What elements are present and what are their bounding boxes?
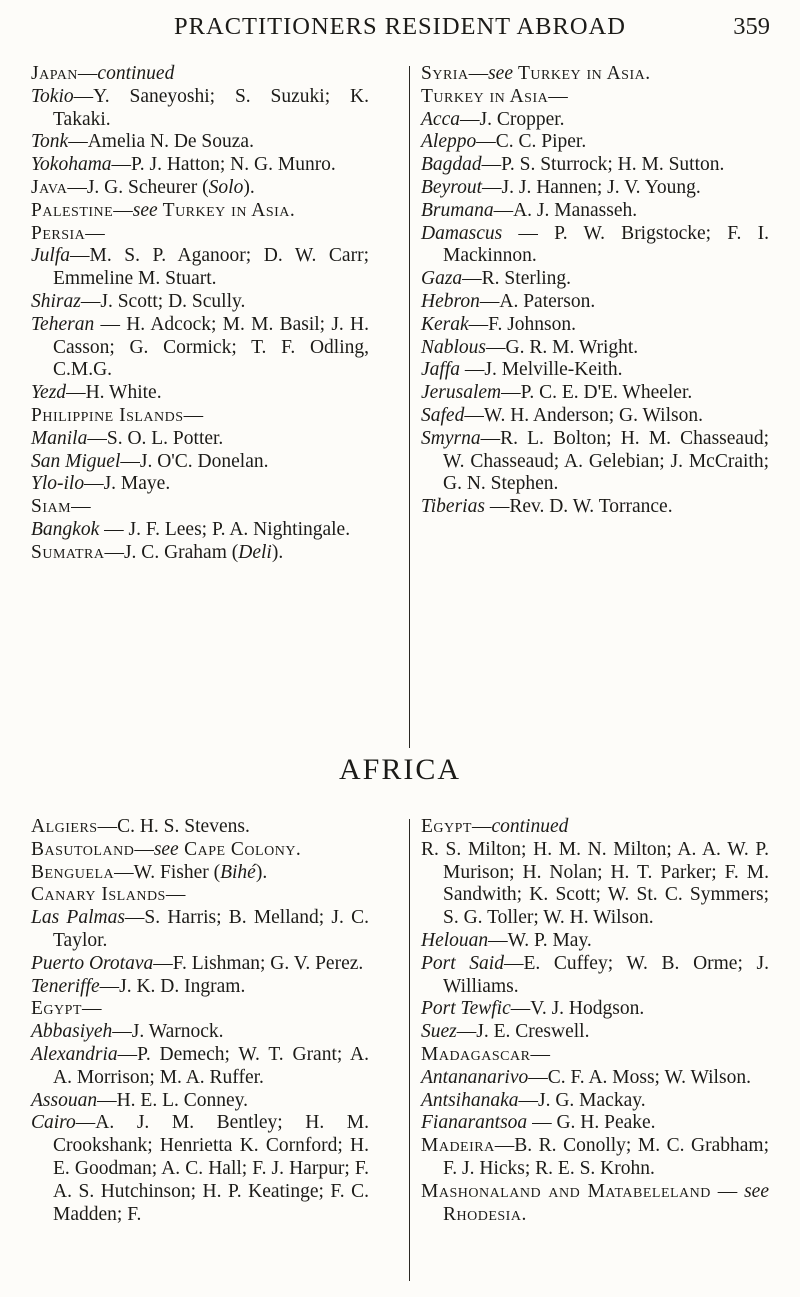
practitioner-names: —R. Sterling. (462, 268, 572, 290)
place-name: Tonk (31, 131, 69, 153)
practitioner-names: —C. C. Piper. (476, 131, 587, 153)
practitioner-names: —Rev. D. W. Torrance. (484, 496, 673, 518)
directory-entry (31, 428, 369, 451)
practitioner-names: —H. E. L. Conney. (97, 1089, 249, 1111)
country-name: Algiers (31, 816, 98, 837)
practitioner-names: — J. F. Lees; P. A. Nightingale. (99, 518, 351, 540)
place-note: Deli (238, 541, 272, 563)
practitioner-names: —J. Melville-Keith. (460, 359, 623, 381)
directory-entry (421, 131, 769, 154)
closing-punctuation: ). (255, 861, 268, 883)
practitioner-names: —V. J. Hodgson. (510, 998, 645, 1020)
place-name: Beyrout (421, 176, 483, 198)
directory-entry (421, 816, 769, 839)
practitioner-names: —J. Maye. (84, 473, 171, 495)
place-name: Abbasiyeh (31, 1021, 113, 1043)
entry-separator: — (85, 222, 105, 244)
place-name: Manila (31, 427, 88, 449)
directory-entry (421, 223, 769, 269)
cross-reference-note: see (153, 838, 179, 860)
cross-reference-note: see (132, 199, 158, 221)
country-name: Persia (31, 222, 86, 244)
directory-entry (421, 63, 769, 86)
directory-entry (31, 1112, 369, 1226)
practitioner-names: —F. Lishman; G. V. Perez. (153, 952, 364, 974)
place-name: Yokohama (31, 154, 112, 176)
country-name: Canary Islands (31, 884, 166, 906)
directory-entry (421, 1112, 769, 1135)
directory-entry (421, 1181, 769, 1227)
directory-entry (31, 314, 369, 382)
directory-entry (31, 496, 369, 519)
directory-entry (421, 86, 769, 109)
place-name: Puerto Orotava (31, 952, 154, 974)
directory-entry (421, 200, 769, 223)
practitioner-names: —J. Cropper. (459, 108, 565, 130)
directory-entry (31, 382, 369, 405)
directory-entry (31, 542, 369, 565)
place-name: Bangkok (31, 518, 100, 540)
entry-separator: — (134, 838, 154, 860)
entry-separator: — (710, 1180, 745, 1202)
directory-entry (421, 154, 769, 177)
column-left-top (31, 63, 369, 565)
directory-entry (421, 382, 769, 405)
country-name: Mashonaland and Matabeleland (421, 1180, 711, 1202)
entry-separator: — (183, 404, 204, 426)
page-header (0, 10, 800, 50)
country-name: Palestine (31, 199, 114, 221)
practitioner-names: —W. H. Anderson; G. Wilson. (464, 404, 703, 426)
place-name: Teneriffe (31, 975, 100, 997)
place-name: Safed (421, 404, 465, 426)
cross-reference-note: see (488, 63, 513, 84)
practitioner-names: —A. J. M. Bentley; H. M. Crookshank; Henrietta K. Cornford; H. E. Goodman; A. C. Hall; F. J. Harpur; F. A. S. Hutchinson; H. P. Keatinge; F. C. Madden; F. (53, 1112, 369, 1225)
cross-reference-note: see (744, 1180, 769, 1202)
place-name: Aleppo (421, 131, 477, 153)
practitioner-names: —A. J. Manasseh. (493, 199, 638, 221)
place-name: Hebron (421, 290, 480, 312)
closing-punctuation: ). (243, 176, 255, 198)
section-heading-africa: AFRICA (338, 753, 462, 786)
practitioner-names: —P. C. E. D'E. Wheeler. (501, 382, 693, 404)
place-name: Bagdad (421, 154, 482, 176)
practitioner-names: — G. H. Peake. (527, 1112, 656, 1134)
entry-separator: — (165, 884, 186, 906)
place-name: Ylo-ilo (31, 473, 85, 495)
directory-entry (31, 200, 369, 223)
cross-reference-target: Rhodesia. (443, 1203, 527, 1225)
practitioner-names: —J. C. Graham ( (104, 541, 239, 563)
directory-entry (31, 154, 369, 177)
country-name: Madagascar (421, 1043, 531, 1065)
directory-entry (421, 496, 769, 519)
place-note: Solo (208, 176, 244, 198)
directory-entry (31, 907, 369, 953)
practitioner-names: —S. O. L. Potter. (87, 427, 224, 449)
practitioner-names: —E. Cuffey; W. B. Orme; J. Williams. (443, 952, 769, 997)
cross-reference-note: continued (97, 63, 175, 84)
practitioner-names: —W. Fisher ( (114, 861, 221, 883)
directory-entry (31, 451, 369, 474)
practitioner-names: —J. Scott; D. Scully. (80, 290, 246, 312)
practitioner-names: —P. Demech; W. T. Grant; A. A. Morrison; M. A. Ruffer. (53, 1043, 369, 1088)
practitioner-names: —J. E. Creswell. (456, 1021, 590, 1043)
practitioner-names: —M. S. P. Aganoor; D. W. Carr; Emmeline M. Stuart. (53, 245, 369, 290)
entry-separator: — (530, 1043, 550, 1065)
practitioner-names: —W. P. May. (488, 929, 592, 951)
place-note: Bihé (220, 861, 256, 883)
page-number: 359 (733, 13, 770, 40)
directory-entry (421, 268, 769, 291)
entry-separator: — (548, 85, 568, 107)
country-name: Egypt (31, 998, 82, 1020)
directory-entry (31, 953, 369, 976)
directory-entry (31, 998, 369, 1021)
place-name: Antananarivo (421, 1066, 529, 1088)
place-name: Alexandria (31, 1043, 118, 1065)
practitioner-names: —C. F. A. Moss; W. Wilson. (528, 1066, 751, 1088)
directory-entry (421, 1067, 769, 1090)
place-name: Fianarantsoa (421, 1112, 528, 1134)
country-name: Philippine Islands (31, 404, 184, 426)
country-name: Japan (31, 63, 78, 84)
place-name: Shiraz (31, 290, 81, 312)
place-name: Port Said (421, 952, 504, 974)
practitioner-names: —C. H. S. Stevens. (97, 816, 250, 837)
practitioner-names: —J. G. Mackay. (518, 1089, 646, 1111)
directory-entry (421, 1044, 769, 1067)
practitioner-names-continued: R. S. Milton; H. M. N. Milton; A. A. W. P. Murison; H. Nolan; H. T. Parker; F. M. Sandwith; K. Scott; W. St. C. Symmers; S. G. Toller; W. H. Wilson. (421, 838, 769, 929)
country-name: Madeira (421, 1135, 495, 1157)
practitioner-names: —Y. Saneyoshi; S. Suzuki; K. Takaki. (53, 85, 369, 130)
place-name: Tiberias (421, 496, 485, 518)
practitioner-names: —J. Warnock. (112, 1021, 224, 1043)
directory-entry (31, 1021, 369, 1044)
column-right-bottom (421, 816, 769, 1226)
place-name: Antsihanaka (421, 1089, 519, 1111)
entry-separator: — (113, 199, 133, 221)
practitioner-names: —P. J. Hatton; N. G. Munro. (111, 154, 336, 176)
column-left-bottom (31, 816, 369, 1226)
entry-separator: — (81, 998, 102, 1020)
directory-entry (31, 816, 369, 839)
directory-entry (421, 1021, 769, 1044)
practitioner-names: —H. White. (66, 382, 162, 404)
directory-entry (421, 1090, 769, 1113)
place-name: Port Tewfic (421, 998, 511, 1020)
cross-reference-target: Cape Colony. (178, 838, 302, 860)
column-divider-top (409, 66, 410, 748)
practitioner-names: —J. O'C. Donelan. (120, 450, 269, 472)
place-name: Assouan (31, 1089, 98, 1111)
place-name: Yezd (31, 382, 67, 404)
directory-entry (31, 519, 369, 542)
entry-separator: — (77, 63, 98, 84)
directory-entry (31, 223, 369, 246)
practitioner-names: —S. Harris; B. Melland; J. C. Taylor. (53, 907, 369, 951)
place-name: Damascus (421, 222, 503, 244)
column-right-top (421, 63, 769, 519)
place-name: Jaffa (421, 359, 460, 381)
place-name: Suez (421, 1021, 457, 1043)
practitioner-names: —J. K. D. Ingram. (99, 975, 246, 997)
place-name: Kerak (421, 313, 469, 335)
directory-entry (421, 930, 769, 953)
place-name: Teheran (31, 313, 95, 335)
directory-entry (31, 291, 369, 314)
practitioner-names: —G. R. M. Wright. (486, 336, 639, 358)
practitioner-names: —Amelia N. De Souza. (68, 131, 254, 153)
directory-entry (31, 473, 369, 496)
country-name: Benguela (31, 861, 115, 883)
directory-entry (31, 1044, 369, 1090)
place-name: Acca (421, 108, 460, 130)
place-name: Tokio (31, 85, 74, 107)
practitioner-names: —J. G. Scheurer ( (67, 176, 209, 198)
country-name: Siam (31, 496, 72, 518)
directory-entry (31, 86, 369, 132)
directory-entry (421, 953, 769, 999)
directory-entry (31, 405, 369, 428)
directory-entry (31, 839, 369, 862)
practitioner-names: —A. Paterson. (479, 290, 596, 312)
running-title: PRACTITIONERS RESIDENT ABROAD (174, 13, 626, 40)
place-name: Cairo (31, 1112, 76, 1134)
closing-punctuation: ). (271, 541, 284, 563)
practitioner-names: —J. J. Hannen; J. V. Young. (482, 176, 701, 198)
place-name: Gaza (421, 268, 463, 290)
place-name: San Miguel (31, 450, 121, 472)
cross-reference-target: Turkey in Asia. (157, 199, 296, 221)
directory-entry (31, 1090, 369, 1113)
directory-entry (31, 862, 369, 885)
place-name: Helouan (421, 929, 489, 951)
country-name: Egypt (421, 816, 472, 837)
directory-entry (421, 337, 769, 360)
entry-separator: — (468, 63, 489, 84)
entry-separator: — (71, 496, 91, 518)
directory-entry (31, 976, 369, 999)
directory-entry (421, 314, 769, 337)
country-name: Turkey in Asia (421, 85, 549, 107)
directory-entry (31, 177, 369, 200)
practitioner-names: —F. Johnson. (468, 313, 576, 335)
country-name: Basutoland (31, 838, 135, 860)
place-name: Julfa (31, 245, 70, 267)
entry-separator: — (471, 816, 492, 837)
directory-entry (421, 998, 769, 1021)
place-name: Brumana (421, 199, 494, 221)
directory-entry (421, 1135, 769, 1181)
country-name: Sumatra (31, 541, 105, 563)
cross-reference-target: Turkey in Asia. (512, 63, 651, 84)
place-name: Jerusalem (421, 382, 502, 404)
directory-entry (421, 405, 769, 428)
place-name: Las Palmas (31, 907, 125, 929)
directory-entry (31, 245, 369, 291)
practitioner-names: —P. S. Sturrock; H. M. Sutton. (481, 154, 725, 176)
cross-reference-note: continued (491, 816, 569, 837)
practitioner-names: —R. L. Bolton; H. M. Chasseaud; W. Chasseaud; A. Gelebian; J. McCraith; G. N. Stephen. (443, 427, 769, 495)
directory-entry (421, 839, 769, 930)
directory-entry (421, 177, 769, 200)
directory-entry (421, 359, 769, 382)
country-name: Syria (421, 63, 469, 84)
directory-entry (421, 428, 769, 496)
directory-entry (31, 131, 369, 154)
country-name: Java (31, 176, 68, 198)
directory-entry (31, 63, 369, 86)
place-name: Smyrna (421, 427, 481, 449)
place-name: Nablous (421, 336, 487, 358)
practitioner-names: — P. W. Brigstocke; F. I. Mackinnon. (443, 222, 769, 267)
directory-entry (421, 109, 769, 132)
directory-entry (421, 291, 769, 314)
practitioner-names: — H. Adcock; M. M. Basil; J. H. Casson; G. Cormick; T. F. Odling, C.M.G. (53, 313, 369, 381)
column-divider-bottom (409, 819, 410, 1281)
directory-entry (31, 884, 369, 907)
practitioner-names: —B. R. Conolly; M. C. Grabham; F. J. Hicks; R. E. S. Krohn. (443, 1135, 769, 1179)
